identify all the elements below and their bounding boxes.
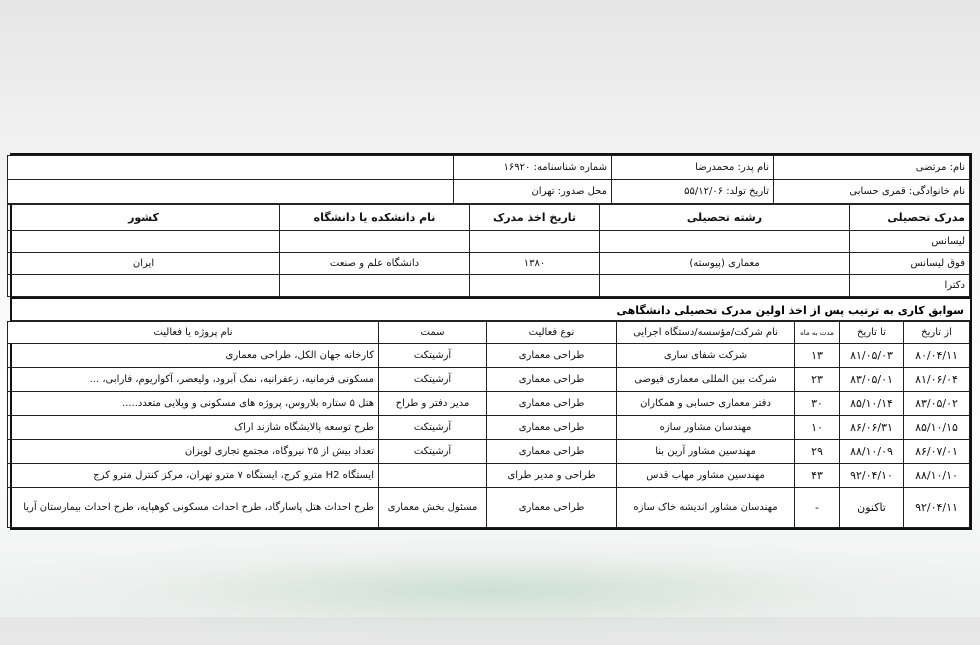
work-role: آرشیتکت — [379, 368, 487, 392]
work-project: ایستگاه H2 مترو کرج، ایستگاه ۷ مترو تهران، مرکز کنترل مترو کرج — [8, 464, 379, 488]
work-to: ۸۵/۱۰/۱۴ — [840, 392, 904, 416]
edu-degree: لیسانس — [850, 231, 970, 253]
work-role: مدیر دفتر و طراح — [379, 392, 487, 416]
background-swoosh — [0, 535, 980, 645]
work-duration: ۳۰ — [795, 392, 840, 416]
edu-degree: فوق لیسانس — [850, 253, 970, 275]
edu-date — [470, 275, 600, 297]
work-to: ۸۳/۰۵/۰۱ — [840, 368, 904, 392]
work-from: ۸۸/۱۰/۱۰ — [904, 464, 970, 488]
first-name: نام: مرتضی — [774, 156, 970, 180]
work-from: ۸۵/۱۰/۱۵ — [904, 416, 970, 440]
work-from: ۸۱/۰۶/۰۴ — [904, 368, 970, 392]
edu-country: ایران — [8, 253, 280, 275]
work-project: طرح توسعه پالایشگاه شازند اراک — [8, 416, 379, 440]
blank-cell — [8, 180, 454, 204]
work-to: ۸۱/۰۵/۰۳ — [840, 344, 904, 368]
work-header-duration: مدت به ماه — [795, 322, 840, 344]
edu-date — [470, 231, 600, 253]
edu-row — [8, 275, 970, 297]
edu-row — [8, 231, 970, 253]
work-company: دفتر معماری حسابی و همکاران — [617, 392, 795, 416]
id-number: شماره شناسنامه: ۱۶۹۲۰ — [454, 156, 612, 180]
personal-info-table — [7, 155, 970, 204]
edu-header-university: نام دانشکده یا دانشگاه — [280, 205, 470, 231]
resume-document — [10, 153, 972, 530]
work-to: تاکنون — [840, 488, 904, 528]
work-duration: ۲۳ — [795, 368, 840, 392]
work-activity: طراحی و مدیر طرای — [487, 464, 617, 488]
work-duration: ۱۰ — [795, 416, 840, 440]
work-role: آرشیتکت — [379, 416, 487, 440]
work-project: تعداد بیش از ۲۵ نیروگاه، مجتمع تجاری لویزان — [8, 440, 379, 464]
work-duration: ۴۳ — [795, 464, 840, 488]
work-project: کارخانه جهان الکل، طراحی معماری — [8, 344, 379, 368]
edu-field: معماری (پیوسته) — [600, 253, 850, 275]
birth-date: تاریخ تولد: ۵۵/۱۲/۰۶ — [612, 180, 774, 204]
work-duration: - — [795, 488, 840, 528]
work-row — [8, 392, 970, 416]
edu-header-country: کشور — [8, 205, 280, 231]
edu-university — [280, 231, 470, 253]
work-row — [8, 488, 970, 528]
work-company: شرکت شفای ساری — [617, 344, 795, 368]
work-company: مهندسان مشاور سازه — [617, 416, 795, 440]
edu-date: ۱۳۸۰ — [470, 253, 600, 275]
work-company: مهندسین مشاور آرین بنا — [617, 440, 795, 464]
work-history-title: سوابق کاری به ترتیب پس از اخذ اولین مدرک تحصیلی دانشگاهی — [12, 297, 970, 321]
work-duration: ۲۹ — [795, 440, 840, 464]
work-project: هتل ۵ ستاره بلاروس، پروژه های مسکونی و ویلایی متعدد..... — [8, 392, 379, 416]
work-header-project: نام پروژه یا فعالیت — [8, 322, 379, 344]
work-row — [8, 416, 970, 440]
edu-country — [8, 231, 280, 253]
edu-header-field: رشته تحصیلی — [600, 205, 850, 231]
work-company: مهندسین مشاور مهاب قدس — [617, 464, 795, 488]
edu-field — [600, 275, 850, 297]
work-project: مسکونی فرمانیه، زعفرانیه، نمک آبرود، ولیعصر، آکواریوم، فارابی، ... — [8, 368, 379, 392]
work-from: ۹۲/۰۴/۱۱ — [904, 488, 970, 528]
work-row — [8, 440, 970, 464]
work-activity: طراحی معماری — [487, 488, 617, 528]
work-role — [379, 464, 487, 488]
work-to: ۹۲/۰۴/۱۰ — [840, 464, 904, 488]
work-from: ۸۳/۰۵/۰۲ — [904, 392, 970, 416]
father-name: نام پدر: محمدرضا — [612, 156, 774, 180]
work-activity: طراحی معماری — [487, 392, 617, 416]
work-header-company: نام شرکت/مؤسسه/دستگاه اجرایی — [617, 322, 795, 344]
blank-cell — [8, 156, 454, 180]
work-activity: طراحی معماری — [487, 440, 617, 464]
work-company: شرکت بین المللی معماری فیوضی — [617, 368, 795, 392]
work-activity: طراحی معماری — [487, 344, 617, 368]
education-table — [7, 204, 970, 297]
work-header-role: سمت — [379, 322, 487, 344]
edu-degree: دکترا — [850, 275, 970, 297]
work-to: ۸۶/۰۶/۳۱ — [840, 416, 904, 440]
work-activity: طراحی معماری — [487, 416, 617, 440]
work-header-to: تا تاریخ — [840, 322, 904, 344]
edu-header-date: تاریخ اخذ مدرک — [470, 205, 600, 231]
work-row — [8, 344, 970, 368]
work-header-from: از تاریخ — [904, 322, 970, 344]
work-project: طرح احداث هتل پاسارگاد، طرح احداث مسکونی کوهپایه، طرح احداث بیمارستان آریا — [8, 488, 379, 528]
work-from: ۸۶/۰۷/۰۱ — [904, 440, 970, 464]
edu-university: دانشگاه علم و صنعت — [280, 253, 470, 275]
work-header-activity: نوع فعالیت — [487, 322, 617, 344]
edu-university — [280, 275, 470, 297]
work-from: ۸۰/۰۴/۱۱ — [904, 344, 970, 368]
work-role: آرشیتکت — [379, 440, 487, 464]
work-to: ۸۸/۱۰/۰۹ — [840, 440, 904, 464]
work-role: مسئول بخش معماری — [379, 488, 487, 528]
work-duration: ۱۳ — [795, 344, 840, 368]
work-history-table — [7, 321, 970, 528]
edu-header-degree: مدرک تحصیلی — [850, 205, 970, 231]
edu-row — [8, 253, 970, 275]
work-activity: طراحی معماری — [487, 368, 617, 392]
work-role: آرشیتکت — [379, 344, 487, 368]
edu-field — [600, 231, 850, 253]
issue-place: محل صدور: تهران — [454, 180, 612, 204]
last-name: نام خانوادگی: قمری حسابی — [774, 180, 970, 204]
work-company: مهندسان مشاور اندیشه خاک سازه — [617, 488, 795, 528]
work-row — [8, 368, 970, 392]
edu-country — [8, 275, 280, 297]
work-row — [8, 464, 970, 488]
